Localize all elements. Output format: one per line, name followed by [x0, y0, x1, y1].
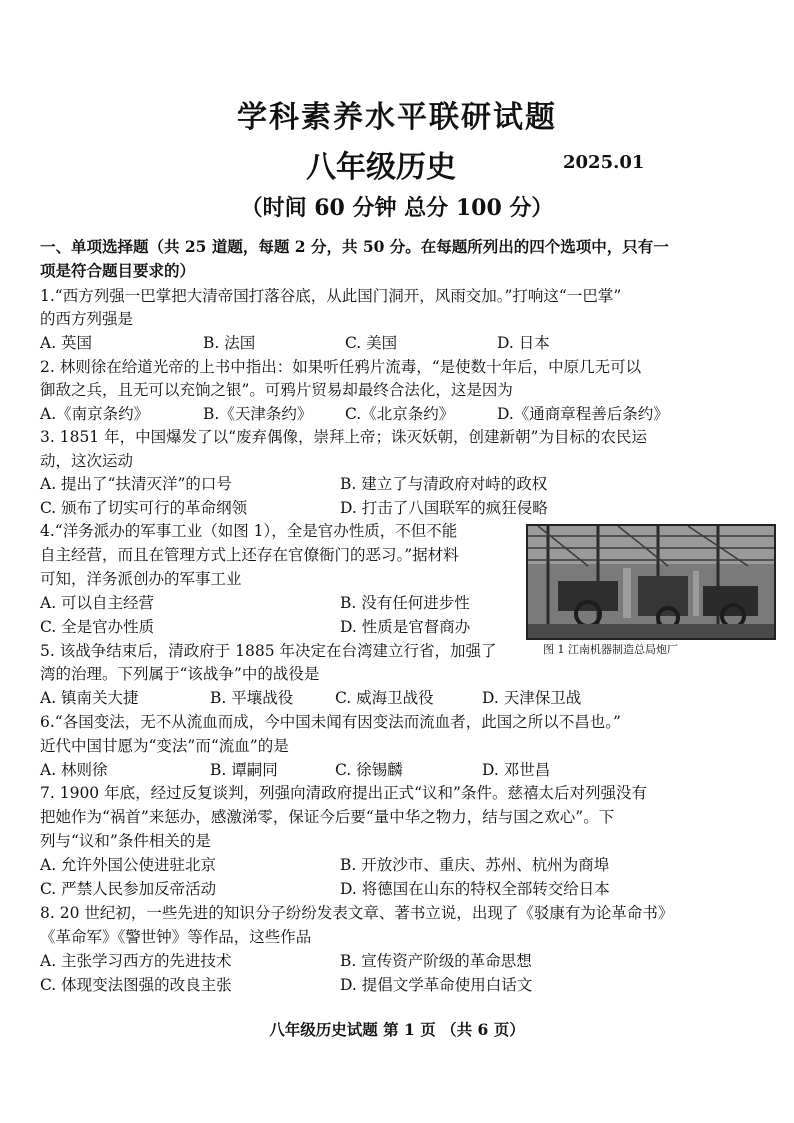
q7-stem-cont: 把她作为“祸首”来惩办，感激涕零，保证今后要“量中华之物力，结与国之欢心”。下: [40, 808, 615, 826]
q3-stem-cont: 动，这次运动: [40, 452, 134, 470]
q4-option-d: D. 性质是官督商办: [340, 618, 471, 636]
q7-option-d: D. 将德国在山东的特权全部转交给日本: [340, 880, 610, 898]
exam-time-info: （时间 60 分钟 总分 100 分）: [240, 195, 554, 221]
q1-option-c: C. 美国: [345, 334, 398, 352]
q2-option-a: A.《南京条约》: [40, 405, 150, 423]
q2-stem: 2. 林则徐在给道光帝的上书中指出：如果听任鸦片流毒，“是使数十年后，中原几无可以: [40, 358, 642, 376]
q5-stem: 5. 该战争结束后，清政府于 1885 年决定在台湾建立行省，加强了: [40, 642, 497, 660]
q6-option-a: A. 林则徐: [40, 761, 108, 779]
q6-option-d: D. 邓世昌: [482, 761, 551, 779]
q8-option-a: A. 主张学习西方的先进技术: [40, 952, 232, 970]
q4-option-a: A. 可以自主经营: [40, 594, 155, 612]
q7-option-c: C. 严禁人民参加反帝活动: [40, 880, 217, 898]
q4-option-c: C. 全是官办性质: [40, 618, 155, 636]
q4-stem-cont-2: 可知，洋务派创办的军事工业: [40, 570, 242, 588]
q8-option-b: B. 宣传资产阶级的革命思想: [340, 952, 532, 970]
exam-date: 2025.01: [563, 152, 645, 173]
q7-stem: 7. 1900 年底，经过反复谈判，列强向清政府提出正式“议和”条件。慈禧太后对列强没有: [40, 784, 647, 802]
q6-stem: 6.“各国变法，无不从流血而成，今中国未闻有因变法而流血者，此国之所以不昌也。”: [40, 713, 621, 731]
q7-option-b: B. 开放沙市、重庆、苏州、杭州为商埠: [340, 856, 610, 874]
q1-stem: 1.“西方列强一巴掌把大清帝国打落谷底，从此国门洞开，风雨交加。”打响这“一巴掌”: [40, 287, 622, 305]
q7-option-a: A. 允许外国公使进驻北京: [40, 856, 217, 874]
q1-option-d: D. 日本: [497, 334, 550, 352]
q3-option-c: C. 颁布了切实可行的革命纲领: [40, 499, 248, 517]
q3-option-a: A. 提出了“扶清灭洋”的口号: [40, 475, 232, 493]
exam-subject: 八年级历史: [306, 150, 456, 185]
q6-stem-cont: 近代中国甘愿为“变法”而“流血”的是: [40, 737, 289, 755]
q2-option-d: D.《通商章程善后条约》: [497, 405, 669, 423]
q1-option-a: A. 英国: [40, 334, 93, 352]
q2-stem-cont: 御敌之兵，且无可以充饷之银”。可鸦片贸易却最终合法化，这是因为: [40, 381, 513, 399]
q5-option-a: A. 镇南关大捷: [40, 689, 139, 707]
q2-option-b: B.《天津条约》: [203, 405, 313, 423]
q1-stem-cont: 的西方列强是: [40, 310, 134, 328]
q8-stem: 8. 20 世纪初，一些先进的知识分子纷纷发表文章、著书立说，出现了《驳康有为论革命书》: [40, 904, 674, 922]
q6-option-b: B. 谭嗣同: [210, 761, 278, 779]
q8-stem-cont: 《革命军》《警世钟》等作品，这些作品: [40, 928, 312, 946]
q6-option-c: C. 徐锡麟: [335, 761, 403, 779]
q1-option-b: B. 法国: [203, 334, 256, 352]
section-heading: 一、单项选择题（共 25 道题，每题 2 分，共 50 分。在每题所列出的四个选项中，只有一: [40, 237, 669, 256]
q5-option-b: B. 平壤战役: [210, 689, 294, 707]
q4-stem-cont: 自主经营，而且在管理方式上还存在官僚衙门的恶习。”据材料: [40, 546, 459, 564]
q3-option-d: D. 打击了八国联军的疯狂侵略: [340, 499, 548, 517]
q4-stem: 4.“洋务派办的军事工业（如图 1），全是官办性质，不但不能: [40, 522, 458, 540]
figure-caption: 图 1 江南机器制造总局炮厂: [543, 643, 678, 656]
exam-title: 学科素养水平联研试题: [237, 100, 557, 135]
q3-stem: 3. 1851 年，中国爆发了以“废弃偶像，崇拜上帝；诛灭妖朝，创建新朝”为目标的农民运: [40, 428, 647, 446]
q4-option-b: B. 没有任何进步性: [340, 594, 470, 612]
arsenal-workshop-photo: [526, 524, 776, 640]
q8-option-c: C. 体现变法图强的改良主张: [40, 976, 232, 994]
q2-option-c: C.《北京条约》: [345, 405, 455, 423]
section-heading-cont: 项是符合题目要求的）: [40, 261, 196, 280]
q5-option-d: D. 天津保卫战: [482, 689, 582, 707]
page-footer: 八年级历史试题 第 1 页 （共 6 页）: [269, 1020, 525, 1039]
q3-option-b: B. 建立了与清政府对峙的政权: [340, 475, 548, 493]
q7-stem-cont-2: 列与“议和”条件相关的是: [40, 832, 211, 850]
q5-option-c: C. 威海卫战役: [335, 689, 434, 707]
q8-option-d: D. 提倡文学革命使用白话文: [340, 976, 533, 994]
q5-stem-cont: 湾的治理。下列属于“该战争”中的战役是: [40, 665, 320, 683]
